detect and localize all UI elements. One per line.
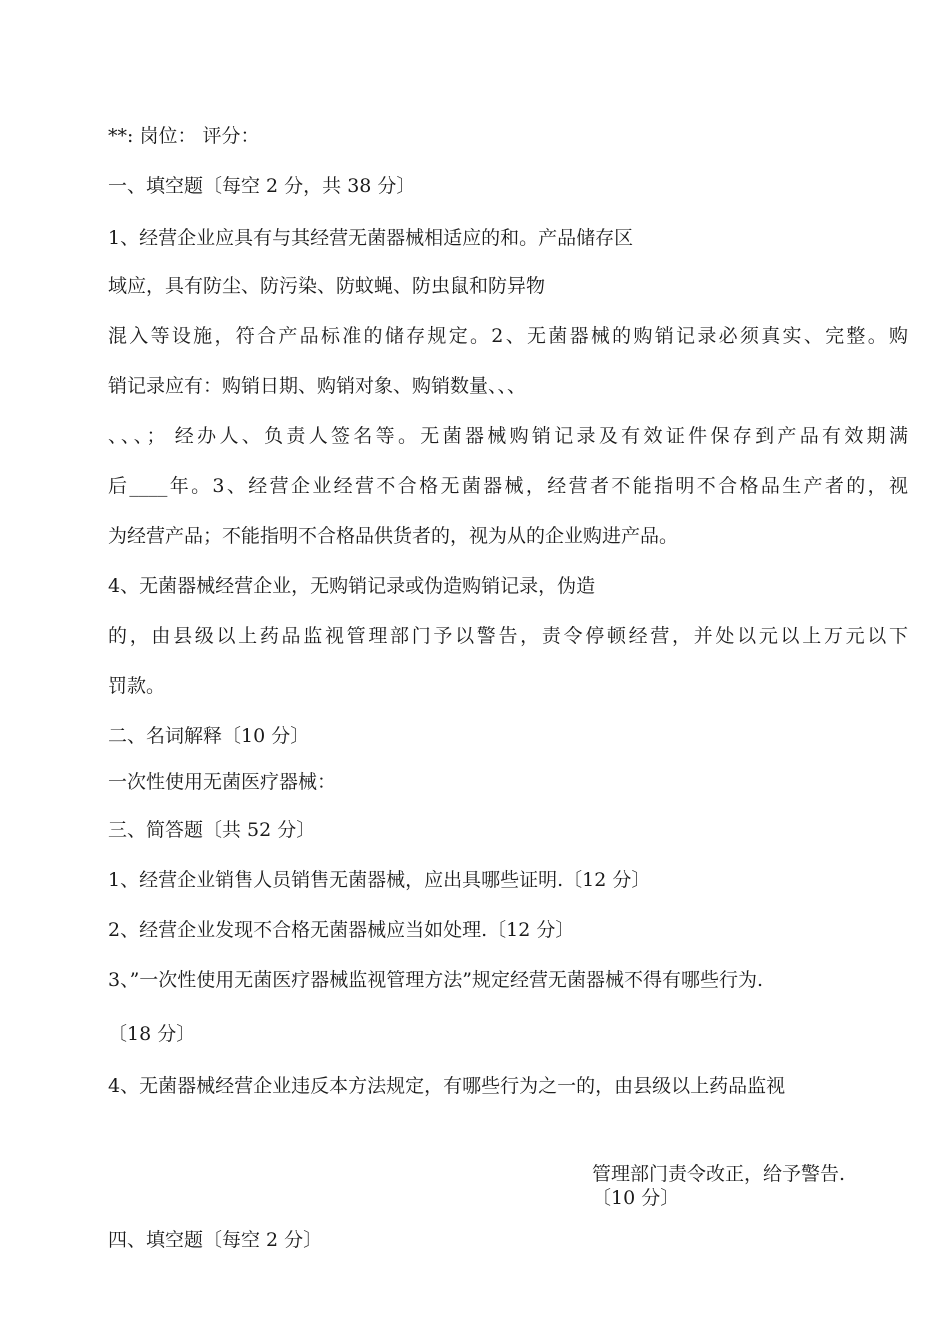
section3-trailing-line: 管理部门责令改正，给予警告. [592,1163,846,1185]
section1-line: 罚款。 [108,675,166,697]
section1-line: 混入等设施，符合产品标准的储存规定。2、无菌器械的购销记录必须真实、完整。购 [108,325,908,347]
section4-title: 四、填空题〔每空 2 分〕 [108,1229,323,1251]
section1-line: 销记录应有：购销日期、购销对象、购销数量、、、 [108,375,527,397]
section3-question: 3、”一次性使用无菌医疗器械监视管理方法”规定经营无菌器械不得有哪些行为. [108,969,764,991]
header-fields: **: 岗位： 评分： [108,125,260,147]
section3-question-points: 〔18 分〕 [108,1023,196,1045]
section3-trailing-points: 〔10 分〕 [592,1187,680,1209]
section1-line: 、、、； 经办人、负责人签名等。无菌器械购销记录及有效证件保存到产品有效期满 [108,425,908,447]
section2-title: 二、名词解释〔10 分〕 [108,725,310,747]
section3-question: 1、经营企业销售人员销售无菌器械，应出具哪些证明.〔12 分〕 [108,869,651,891]
section1-title: 一、填空题〔每空 2 分，共 38 分〕 [108,175,416,197]
section1-line: 的，由县级以上药品监视管理部门予以警告，责令停顿经营，并处以元以上万元以下 [108,625,908,647]
section2-line: 一次性使用无菌医疗器械： [108,771,337,793]
section3-title: 三、简答题〔共 52 分〕 [108,819,316,841]
section1-line: 4、无菌器械经营企业，无购销记录或伪造购销记录，伪造 [108,575,596,597]
section1-line: 后____年。3、经营企业经营不合格无菌器械，经营者不能指明不合格品生产者的，视 [108,475,908,497]
section3-question: 4、无菌器械经营企业违反本方法规定，有哪些行为之一的，由县级以上药品监视 [108,1075,786,1097]
section1-line: 1、经营企业应具有与其经营无菌器械相适应的和。产品储存区 [108,227,634,249]
section1-line: 域应，具有防尘、防污染、防蚊蝇、防虫鼠和防异物 [108,275,546,297]
section1-line: 为经营产品；不能指明不合格品供货者的，视为从的企业购进产品。 [108,525,679,547]
section3-question: 2、经营企业发现不合格无菌器械应当如处理.〔12 分〕 [108,919,575,941]
